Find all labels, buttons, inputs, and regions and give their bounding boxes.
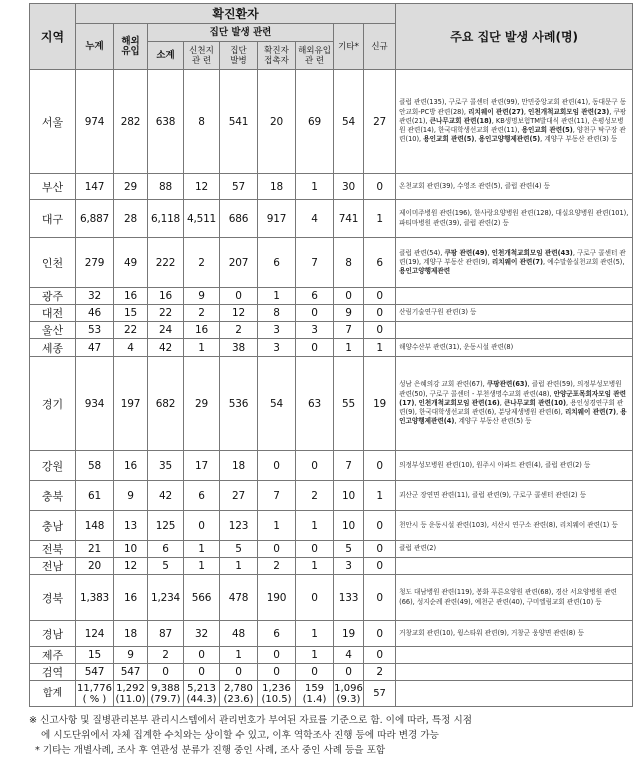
new-cell: 6 bbox=[364, 238, 396, 288]
header-other: 기타* bbox=[334, 24, 364, 70]
total-total-cell: 11,776 ( % ) bbox=[77, 682, 112, 705]
other-cell: 7 bbox=[334, 322, 364, 339]
region-cell: 경남 bbox=[30, 621, 76, 647]
total-cell: 6,887 bbox=[76, 200, 114, 238]
new-cell: 1 bbox=[364, 200, 396, 238]
total-shincheonji-cell: 5,213 (44.3) bbox=[184, 681, 220, 707]
cluster-cell: 541 bbox=[220, 70, 258, 174]
header-confirmed: 확진환자 bbox=[76, 4, 396, 24]
footnote-line-2: 에 시도단위에서 자체 집계한 수치와는 상이할 수 있고, 이후 역학조사 진행 등에 따라 변경 가능 bbox=[41, 730, 439, 741]
header-subtotal: 소계 bbox=[148, 42, 184, 70]
header-overseas: 해외 유입 bbox=[114, 24, 148, 70]
contact-cell: 1 bbox=[258, 288, 296, 305]
header-cluster: 집단 발생 관련 bbox=[148, 24, 334, 42]
overseas-cell: 9 bbox=[114, 647, 148, 664]
region-cell: 경기 bbox=[30, 357, 76, 451]
other-cell: 7 bbox=[334, 451, 364, 481]
overseas-cell: 4 bbox=[114, 339, 148, 357]
region-cell: 대구 bbox=[30, 200, 76, 238]
subtotal-cell: 125 bbox=[148, 511, 184, 541]
shincheonji-cell: 0 bbox=[184, 511, 220, 541]
total-row bbox=[30, 681, 633, 707]
contact-cell: 20 bbox=[258, 70, 296, 174]
table-row bbox=[30, 558, 633, 575]
new-cell: 1 bbox=[364, 481, 396, 511]
cluster-cell: 536 bbox=[220, 357, 258, 451]
region-cell: 대전 bbox=[30, 305, 76, 322]
cluster-cell: 2 bbox=[220, 322, 258, 339]
shincheonji-cell: 6 bbox=[184, 481, 220, 511]
table-row bbox=[30, 647, 633, 664]
footnotes bbox=[29, 713, 612, 758]
total-cell: 58 bbox=[76, 451, 114, 481]
other-cell: 133 bbox=[334, 575, 364, 621]
total-cell: 124 bbox=[76, 621, 114, 647]
region-cell: 전북 bbox=[30, 541, 76, 558]
region-cell: 경북 bbox=[30, 575, 76, 621]
region-cell: 광주 bbox=[30, 288, 76, 305]
contact-cell: 7 bbox=[258, 481, 296, 511]
shincheonji-cell: 2 bbox=[184, 305, 220, 322]
new-cell: 0 bbox=[364, 511, 396, 541]
header-main-cases: 주요 집단 발생 사례(명) bbox=[396, 4, 633, 70]
new-cell: 0 bbox=[364, 621, 396, 647]
cases-cell: 온천교회 관련(39), 수영조 관련(5), 클럽 관련(4) 등 bbox=[396, 174, 633, 200]
new-cell: 0 bbox=[364, 174, 396, 200]
overseas-cell: 282 bbox=[114, 70, 148, 174]
cluster-cell: 1 bbox=[220, 558, 258, 575]
cases-cell: 클럽 관련(135), 구로구 콜센터 관련(99), 만민중앙교회 관련(41), 동대문구 동안교회-PC방 관련(28), 리치웨이 관련(27), 인천개척교회모임 관련(23), 쿠팡 관련(21), 큰나무교회 관련(18), KB생명보험TM발대식 관련(11), 은평성모병원 관련(14), 한국대학생선교회 관련(11), 용인교회 관련(5), 양천구 탁구장 관련(10), 용인교회 관련(5), 용인고양행제관련(5), 계양구 부동산 관련(3) 등 bbox=[396, 70, 633, 174]
contact-cell: 2 bbox=[258, 558, 296, 575]
shincheonji-cell: 29 bbox=[184, 357, 220, 451]
cases-cell: 의정부성모병원 관련(10), 원주시 아파트 관련(4), 클럽 관련(2) 등 bbox=[396, 451, 633, 481]
shincheonji-cell: 17 bbox=[184, 451, 220, 481]
contact-cell: 3 bbox=[258, 339, 296, 357]
cluster-cell: 1 bbox=[220, 647, 258, 664]
total-label: 합계 bbox=[30, 681, 76, 707]
shincheonji-cell: 1 bbox=[184, 558, 220, 575]
table-row bbox=[30, 200, 633, 238]
table-row bbox=[30, 575, 633, 621]
subtotal-cell: 87 bbox=[148, 621, 184, 647]
subtotal-cell: 24 bbox=[148, 322, 184, 339]
new-cell: 0 bbox=[364, 558, 396, 575]
cases-cell: 산림기술연구원 관련(3) 등 bbox=[396, 305, 633, 322]
overseas-cell: 29 bbox=[114, 174, 148, 200]
overseas-rel-cell: 1 bbox=[296, 511, 334, 541]
header-cumulative: 누계 bbox=[76, 24, 114, 70]
subtotal-cell: 1,234 bbox=[148, 575, 184, 621]
total-cell: 147 bbox=[76, 174, 114, 200]
footnote-line-3: * 기타는 개별사례, 조사 후 연관성 분류가 진행 중인 사례, 조사 중인 사례 등을 포함 bbox=[35, 745, 386, 756]
contact-cell: 0 bbox=[258, 664, 296, 681]
cases-cell: 클럽 관련(2) bbox=[396, 541, 633, 558]
overseas-rel-cell: 1 bbox=[296, 621, 334, 647]
region-cell: 서울 bbox=[30, 70, 76, 174]
overseas-rel-cell: 1 bbox=[296, 558, 334, 575]
cluster-cell: 57 bbox=[220, 174, 258, 200]
subtotal-cell: 42 bbox=[148, 339, 184, 357]
total-cases-cell bbox=[396, 681, 633, 707]
table-row bbox=[30, 664, 633, 681]
shincheonji-cell: 16 bbox=[184, 322, 220, 339]
cases-cell bbox=[396, 558, 633, 575]
overseas-rel-cell: 6 bbox=[296, 288, 334, 305]
cluster-cell: 123 bbox=[220, 511, 258, 541]
subtotal-cell: 682 bbox=[148, 357, 184, 451]
table-row bbox=[30, 541, 633, 558]
total-contact-cell: 1,236 (10.5) bbox=[258, 681, 296, 707]
table-row bbox=[30, 357, 633, 451]
total-cell: 46 bbox=[76, 305, 114, 322]
total-cell: 547 bbox=[76, 664, 114, 681]
table-header bbox=[30, 4, 633, 70]
overseas-rel-cell: 0 bbox=[296, 451, 334, 481]
new-cell: 0 bbox=[364, 575, 396, 621]
overseas-rel-cell: 0 bbox=[296, 664, 334, 681]
shincheonji-cell: 32 bbox=[184, 621, 220, 647]
region-cell: 검역 bbox=[30, 664, 76, 681]
cluster-cell: 478 bbox=[220, 575, 258, 621]
cluster-cell: 5 bbox=[220, 541, 258, 558]
cluster-cell: 27 bbox=[220, 481, 258, 511]
table-row bbox=[30, 339, 633, 357]
shincheonji-cell: 4,511 bbox=[184, 200, 220, 238]
total-cell: 21 bbox=[76, 541, 114, 558]
contact-cell: 6 bbox=[258, 238, 296, 288]
overseas-rel-cell: 4 bbox=[296, 200, 334, 238]
total-cell: 279 bbox=[76, 238, 114, 288]
subtotal-cell: 0 bbox=[148, 664, 184, 681]
overseas-rel-cell: 0 bbox=[296, 575, 334, 621]
total-overseas-cell: 1,292 (11.0) bbox=[115, 682, 146, 705]
cluster-cell: 0 bbox=[220, 664, 258, 681]
contact-cell: 190 bbox=[258, 575, 296, 621]
other-cell: 741 bbox=[334, 200, 364, 238]
new-cell: 0 bbox=[364, 288, 396, 305]
cases-cell: 거창교회 관련(10), 윙스타워 관련(9), 거창군 웅양면 관련(8) 등 bbox=[396, 621, 633, 647]
new-cell: 0 bbox=[364, 541, 396, 558]
table-row bbox=[30, 481, 633, 511]
overseas-cell: 12 bbox=[114, 558, 148, 575]
subtotal-cell: 16 bbox=[148, 288, 184, 305]
overseas-cell: 197 bbox=[114, 357, 148, 451]
total-cell: 148 bbox=[76, 511, 114, 541]
table-row bbox=[30, 174, 633, 200]
overseas-cell: 22 bbox=[114, 322, 148, 339]
header-shincheonji: 신천지 관 련 bbox=[184, 42, 220, 70]
total-cluster-cell: 2,780 (23.6) bbox=[220, 681, 258, 707]
other-cell: 9 bbox=[334, 305, 364, 322]
total-cell: 1,383 bbox=[76, 575, 114, 621]
contact-cell: 0 bbox=[258, 451, 296, 481]
overseas-cell: 9 bbox=[114, 481, 148, 511]
new-cell: 0 bbox=[364, 451, 396, 481]
other-cell: 5 bbox=[334, 541, 364, 558]
region-cell: 강원 bbox=[30, 451, 76, 481]
cluster-cell: 48 bbox=[220, 621, 258, 647]
table-row bbox=[30, 238, 633, 288]
cases-cell: 성남 은혜의강 교회 관련(67), 쿠팡관련(63), 클럽 관련(59), 의정부성모병원 관련(50), 구로구 콜센터 - 부천생명수교회 관련(48), 안양군포목회자모임 관련(17), 인천개척교회모임 관련(16), 큰나무교회 관련(10), 용인성경연구회 관련(9), 한국대학생선교회 관련(6), 분당제생병원 관련(6), 리치웨이 관련(7), 용인고양행제관련(4), 계양구 부동산 관련(5) 등 bbox=[396, 357, 633, 451]
contact-cell: 1 bbox=[258, 511, 296, 541]
total-cell: 61 bbox=[76, 481, 114, 511]
overseas-rel-cell: 0 bbox=[296, 305, 334, 322]
contact-cell: 8 bbox=[258, 305, 296, 322]
contact-cell: 3 bbox=[258, 322, 296, 339]
subtotal-cell: 2 bbox=[148, 647, 184, 664]
subtotal-cell: 6,118 bbox=[148, 200, 184, 238]
cases-cell: 제이미주병원 관련(196), 한사랑요양병원 관련(128), 대실요양병원 관련(101), 파티마병원 관련(39), 클럽 관련(2) 등 bbox=[396, 200, 633, 238]
overseas-rel-cell: 0 bbox=[296, 339, 334, 357]
shincheonji-cell: 8 bbox=[184, 70, 220, 174]
cluster-cell: 686 bbox=[220, 200, 258, 238]
other-cell: 10 bbox=[334, 511, 364, 541]
region-cell: 충북 bbox=[30, 481, 76, 511]
table-row bbox=[30, 511, 633, 541]
region-cell: 세종 bbox=[30, 339, 76, 357]
cases-cell: 청도 대남병원 관련(119), 봉화 푸른요양원 관련(68), 경산 서요양병원 관련(66), 성지순례 관련(49), 예천군 관련(40), 구미엘림교회 관련(10) 등 bbox=[396, 575, 633, 621]
other-cell: 1 bbox=[334, 339, 364, 357]
shincheonji-cell: 12 bbox=[184, 174, 220, 200]
header-region: 지역 bbox=[30, 4, 76, 70]
header-contact: 확진자 접촉자 bbox=[258, 42, 296, 70]
subtotal-cell: 6 bbox=[148, 541, 184, 558]
total-cell: 974 bbox=[76, 70, 114, 174]
confirmed-cases-table bbox=[29, 3, 633, 707]
cases-cell bbox=[396, 664, 633, 681]
region-cell: 울산 bbox=[30, 322, 76, 339]
subtotal-cell: 42 bbox=[148, 481, 184, 511]
contact-cell: 0 bbox=[258, 541, 296, 558]
other-cell: 0 bbox=[334, 664, 364, 681]
shincheonji-cell: 0 bbox=[184, 647, 220, 664]
overseas-rel-cell: 1 bbox=[296, 174, 334, 200]
overseas-rel-cell: 69 bbox=[296, 70, 334, 174]
cases-cell bbox=[396, 322, 633, 339]
cases-cell: 클럽 관련(54), 쿠팡 관련(49), 인천개척교회모임 관련(43), 구로구 콜센터 관련(19), 계양구 부동산 관련(9), 리치웨이 관련(7), 예수말씀실천교회 관련(5), 용인고양행제관련 bbox=[396, 238, 633, 288]
header-new: 신규 bbox=[364, 24, 396, 70]
overseas-cell: 13 bbox=[114, 511, 148, 541]
overseas-cell: 28 bbox=[114, 200, 148, 238]
overseas-cell: 10 bbox=[114, 541, 148, 558]
total-cell: 53 bbox=[76, 322, 114, 339]
subtotal-cell: 222 bbox=[148, 238, 184, 288]
region-cell: 부산 bbox=[30, 174, 76, 200]
other-cell: 19 bbox=[334, 621, 364, 647]
table-row bbox=[30, 451, 633, 481]
overseas-cell: 16 bbox=[114, 575, 148, 621]
table-body bbox=[30, 70, 633, 707]
table-row bbox=[30, 70, 633, 174]
region-cell: 충남 bbox=[30, 511, 76, 541]
overseas-rel-cell: 1 bbox=[296, 647, 334, 664]
overseas-rel-cell: 3 bbox=[296, 322, 334, 339]
other-cell: 3 bbox=[334, 558, 364, 575]
covid-status-document bbox=[29, 3, 629, 758]
cases-cell: 괴산군 장연면 관련(11), 클럽 관련(9), 구로구 콜센터 관련(2) 등 bbox=[396, 481, 633, 511]
table-row bbox=[30, 322, 633, 339]
overseas-cell: 16 bbox=[114, 288, 148, 305]
header-overseas-related: 해외유입 관 련 bbox=[296, 42, 334, 70]
total-cell: 15 bbox=[76, 647, 114, 664]
other-cell: 4 bbox=[334, 647, 364, 664]
other-cell: 0 bbox=[334, 288, 364, 305]
overseas-rel-cell: 7 bbox=[296, 238, 334, 288]
shincheonji-cell: 1 bbox=[184, 541, 220, 558]
cases-cell bbox=[396, 647, 633, 664]
cluster-cell: 18 bbox=[220, 451, 258, 481]
overseas-rel-cell: 0 bbox=[296, 541, 334, 558]
other-cell: 54 bbox=[334, 70, 364, 174]
footnote-line-1: ※ 신고사항 및 질병관리본부 관리시스템에서 관리번호가 부여된 자료를 기준으로 함. 이에 따라, 특정 시점 bbox=[29, 715, 473, 726]
cluster-cell: 38 bbox=[220, 339, 258, 357]
overseas-cell: 16 bbox=[114, 451, 148, 481]
subtotal-cell: 35 bbox=[148, 451, 184, 481]
new-cell: 1 bbox=[364, 339, 396, 357]
region-cell: 제주 bbox=[30, 647, 76, 664]
table-row bbox=[30, 305, 633, 322]
subtotal-cell: 88 bbox=[148, 174, 184, 200]
contact-cell: 18 bbox=[258, 174, 296, 200]
cases-cell bbox=[396, 288, 633, 305]
contact-cell: 54 bbox=[258, 357, 296, 451]
overseas-cell: 547 bbox=[114, 664, 148, 681]
other-cell: 10 bbox=[334, 481, 364, 511]
shincheonji-cell: 9 bbox=[184, 288, 220, 305]
other-cell: 8 bbox=[334, 238, 364, 288]
subtotal-cell: 5 bbox=[148, 558, 184, 575]
table-row bbox=[30, 288, 633, 305]
new-cell: 0 bbox=[364, 322, 396, 339]
contact-cell: 6 bbox=[258, 621, 296, 647]
new-cell: 27 bbox=[364, 70, 396, 174]
overseas-rel-cell: 63 bbox=[296, 357, 334, 451]
region-cell: 인천 bbox=[30, 238, 76, 288]
new-cell: 2 bbox=[364, 664, 396, 681]
shincheonji-cell: 566 bbox=[184, 575, 220, 621]
shincheonji-cell: 0 bbox=[184, 664, 220, 681]
total-cell: 47 bbox=[76, 339, 114, 357]
total-overseas-rel-cell: 159 (1.4) bbox=[296, 681, 334, 707]
total-new-cell: 57 bbox=[364, 681, 396, 707]
shincheonji-cell: 2 bbox=[184, 238, 220, 288]
other-cell: 30 bbox=[334, 174, 364, 200]
table-row bbox=[30, 621, 633, 647]
cluster-cell: 0 bbox=[220, 288, 258, 305]
new-cell: 19 bbox=[364, 357, 396, 451]
subtotal-cell: 638 bbox=[148, 70, 184, 174]
contact-cell: 917 bbox=[258, 200, 296, 238]
cases-cell: 해양수산부 관련(31), 운동시설 관련(8) bbox=[396, 339, 633, 357]
cluster-cell: 12 bbox=[220, 305, 258, 322]
new-cell: 0 bbox=[364, 305, 396, 322]
other-cell: 55 bbox=[334, 357, 364, 451]
overseas-cell: 18 bbox=[114, 621, 148, 647]
overseas-rel-cell: 2 bbox=[296, 481, 334, 511]
total-cell: 32 bbox=[76, 288, 114, 305]
cases-cell: 천안시 등 운동시설 관련(103), 서산시 연구소 관련(8), 리치웨이 관련(1) 등 bbox=[396, 511, 633, 541]
header-cluster-outbreak: 집단 발병 bbox=[220, 42, 258, 70]
new-cell: 0 bbox=[364, 647, 396, 664]
total-subtotal-cell: 9,388 (79.7) bbox=[148, 681, 184, 707]
total-other-cell: 1,096 (9.3) bbox=[334, 682, 363, 705]
shincheonji-cell: 1 bbox=[184, 339, 220, 357]
total-cell: 934 bbox=[76, 357, 114, 451]
contact-cell: 0 bbox=[258, 647, 296, 664]
total-cell: 20 bbox=[76, 558, 114, 575]
cluster-cell: 207 bbox=[220, 238, 258, 288]
overseas-cell: 49 bbox=[114, 238, 148, 288]
region-cell: 전남 bbox=[30, 558, 76, 575]
overseas-cell: 15 bbox=[114, 305, 148, 322]
subtotal-cell: 22 bbox=[148, 305, 184, 322]
